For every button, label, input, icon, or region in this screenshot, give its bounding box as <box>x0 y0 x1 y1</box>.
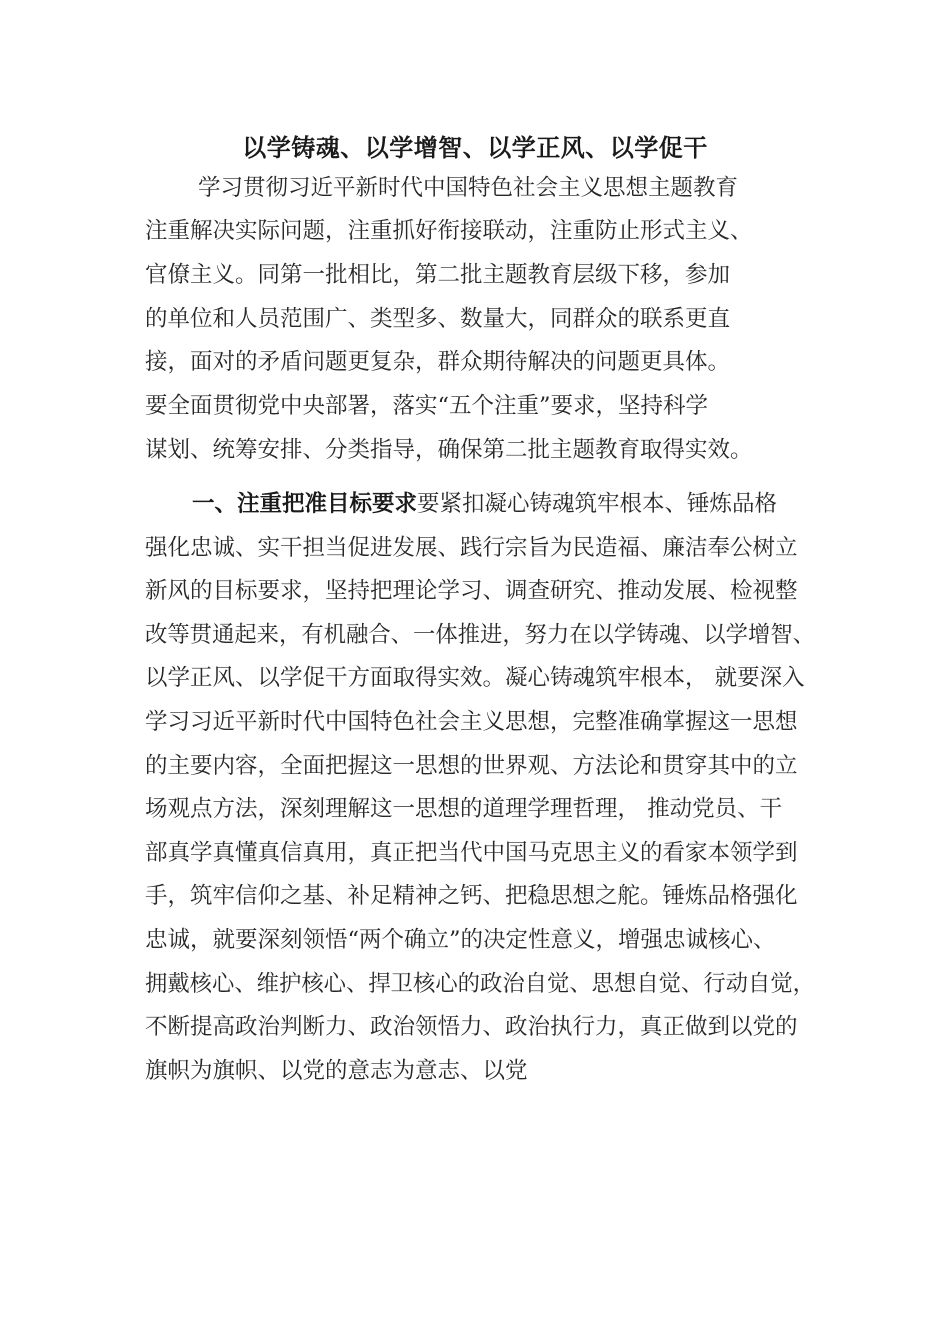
paragraph1-line: 的单位和人员范围广、类型多、数量大，同群众的联系更直 <box>145 306 731 332</box>
section1-first-line <box>192 488 777 520</box>
document-title: 以学铸魂、以学增智、以学正风、以学促干 <box>242 134 708 162</box>
section1-line: 部真学真懂真信真用，真正把当代中国马克思主义的看家本领学到 <box>145 840 798 866</box>
section1-first-line-text: 要紧扣凝心铸魂筑牢根本、锤炼品格 <box>417 491 778 517</box>
paragraph1-line: 学习贯彻习近平新时代中国特色社会主义思想主题教育 <box>198 175 739 201</box>
section1-line: 场观点方法，深刻理解这一思想的道理学理哲理， 推动党员、干 <box>145 796 783 822</box>
section1-line: 拥戴核心、维护核心、捍卫核心的政治自觉、思想自觉、行动自觉， <box>145 971 816 997</box>
paragraph1-line: 要全面贯彻党中央部署，落实“五个注重”要求，坚持科学 <box>145 393 709 419</box>
section1-line: 新风的目标要求，坚持把理论学习、调查研究、推动发展、检视整 <box>145 578 798 604</box>
section1-line: 学习习近平新时代中国特色社会主义思想，完整准确掌握这一思想 <box>145 709 798 735</box>
section1-line: 的主要内容，全面把握这一思想的世界观、方法论和贯穿其中的立 <box>145 753 798 779</box>
paragraph1-line: 官僚主义。同第一批相比，第二批主题教育层级下移，参加 <box>145 262 731 288</box>
paragraph1-line: 谋划、统筹安排、分类指导，确保第二批主题教育取得实效。 <box>145 437 753 463</box>
paragraph1-line: 注重解决实际问题，注重抓好衔接联动，注重防止形式主义、 <box>145 218 753 244</box>
section1-line: 手，筑牢信仰之基、补足精神之钙、把稳思想之舵。锤炼品格强化 <box>145 883 798 909</box>
section1-heading: 一、注重把准目标要求 <box>192 491 418 517</box>
section1-line: 不断提高政治判断力、政治领悟力、政治执行力，真正做到以党的 <box>145 1014 798 1040</box>
section1-line: 强化忠诚、实干担当促进发展、践行宗旨为民造福、廉洁奉公树立 <box>145 535 798 561</box>
section1-line: 旗帜为旗帜、以党的意志为意志、以党 <box>145 1058 528 1084</box>
section1-line: 以学正风、以学促干方面取得实效。凝心铸魂筑牢根本， 就要深入 <box>145 665 805 691</box>
section1-line: 忠诚，就要深刻领悟“两个确立”的决定性意义，增强忠诚核心、 <box>145 927 776 953</box>
paragraph1-line: 接，面对的矛盾问题更复杂，群众期待解决的问题更具体。 <box>145 349 731 375</box>
section1-line: 改等贯通起来，有机融合、一体推进，努力在以学铸魂、以学增智、 <box>145 622 816 648</box>
